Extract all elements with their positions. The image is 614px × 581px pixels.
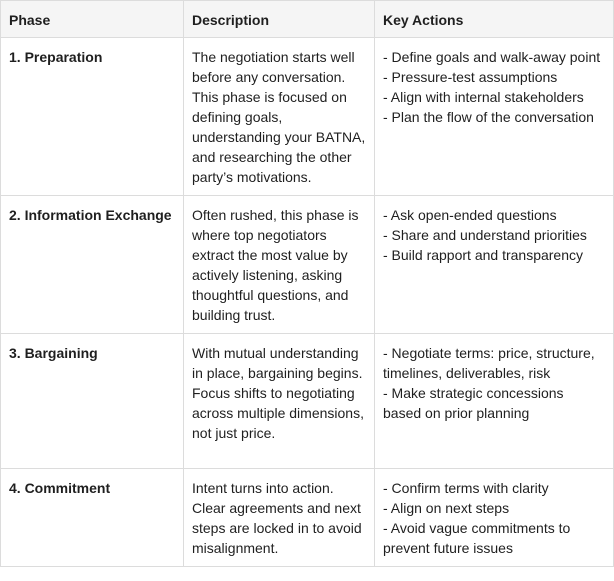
header-key-actions: Key Actions <box>375 1 614 38</box>
header-row <box>1 1 614 38</box>
key-action-item: - Align on next steps <box>383 500 510 516</box>
description-cell: With mutual understanding in place, bargaining begins. Focus shifts to negotiating across multiple dimensions, not just price. <box>184 334 375 469</box>
key-actions-cell <box>375 38 614 196</box>
key-action-item: - Pressure-test assumptions <box>383 69 558 85</box>
key-action-item: - Share and understand priorities <box>383 227 587 243</box>
table-header <box>1 1 614 38</box>
table-row <box>1 334 614 469</box>
key-action-item: - Make strategic concessions based on prior planning <box>383 385 564 421</box>
table-row <box>1 469 614 567</box>
header-description: Description <box>184 1 375 38</box>
key-action-item: - Build rapport and transparency <box>383 247 583 263</box>
description-cell: Often rushed, this phase is where top negotiators extract the most value by actively listening, asking thoughtful questions, and building trust. <box>184 196 375 334</box>
key-actions-cell <box>375 334 614 469</box>
key-action-item: - Avoid vague commitments to prevent future issues <box>383 520 571 556</box>
phase-cell: 4. Commitment <box>1 469 184 567</box>
header-phase: Phase <box>1 1 184 38</box>
key-action-item: - Ask open-ended questions <box>383 207 557 223</box>
key-action-item: - Plan the flow of the conversation <box>383 109 594 125</box>
key-actions-list <box>383 343 605 423</box>
description-cell: Intent turns into action. Clear agreements and next steps are locked in to avoid misalignment. <box>184 469 375 567</box>
table-row <box>1 196 614 334</box>
key-actions-cell <box>375 196 614 334</box>
key-action-item: - Align with internal stakeholders <box>383 89 584 105</box>
key-action-item: - Negotiate terms: price, structure, timelines, deliverables, risk <box>383 345 595 381</box>
phase-cell: 2. Information Exchange <box>1 196 184 334</box>
key-action-item: - Define goals and walk-away point <box>383 49 601 65</box>
key-actions-list <box>383 478 605 558</box>
table-body <box>1 38 614 567</box>
phase-cell: 1. Preparation <box>1 38 184 196</box>
key-actions-cell <box>375 469 614 567</box>
key-actions-list <box>383 205 605 265</box>
description-cell: The negotiation starts well before any conversation. This phase is focused on defining goals, understanding your BATNA, and researching the other party’s motivations. <box>184 38 375 196</box>
key-action-item: - Confirm terms with clarity <box>383 480 549 496</box>
phase-cell: 3. Bargaining <box>1 334 184 469</box>
key-actions-list <box>383 47 605 127</box>
table-row <box>1 38 614 196</box>
